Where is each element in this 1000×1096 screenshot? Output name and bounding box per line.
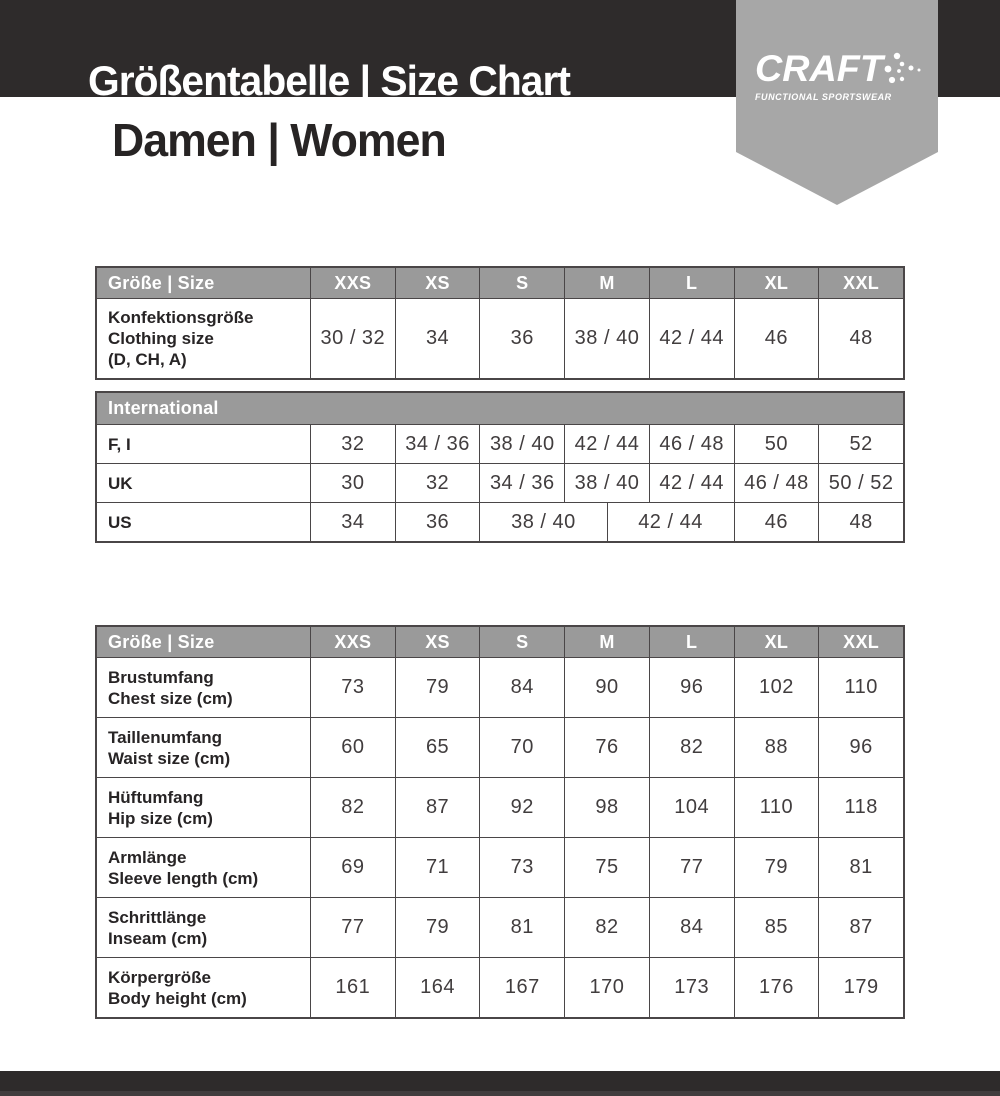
page-subtitle: Damen | Women (112, 114, 446, 166)
label-line-en: Inseam (cm) (108, 928, 208, 948)
value-cell: 84 (479, 658, 564, 717)
size-header-cell: XXL (818, 268, 903, 298)
row-label (97, 907, 310, 949)
value-cell: 70 (479, 718, 564, 777)
value-cell: 82 (310, 778, 395, 837)
value-cell: 46 (734, 503, 819, 541)
value-cell: 34 / 36 (395, 425, 480, 463)
value-cell: 85 (734, 898, 819, 957)
size-header-cell: M (564, 268, 649, 298)
row-label (97, 847, 310, 889)
label-line-de: Körpergröße (108, 967, 211, 987)
measurement-table (95, 625, 905, 1019)
value-cell: 38 / 40 (564, 299, 649, 378)
value-cell: 102 (734, 658, 819, 717)
value-cell: 84 (649, 898, 734, 957)
size-header-cell: M (564, 627, 649, 657)
value-cell: 173 (649, 958, 734, 1017)
value-cell: 82 (564, 898, 649, 957)
value-cell: 77 (310, 898, 395, 957)
value-cell: 82 (649, 718, 734, 777)
value-cell: 46 / 48 (649, 425, 734, 463)
value-cell: 32 (310, 425, 395, 463)
size-header-cell: XXS (310, 627, 395, 657)
value-cell: 42 / 44 (564, 425, 649, 463)
label-line-en: Chest size (cm) (108, 688, 233, 708)
value-cell: 79 (395, 898, 480, 957)
measurement-row-sleeve (97, 837, 903, 897)
value-cell: 52 (818, 425, 903, 463)
value-cell: 36 (395, 503, 480, 541)
value-cell-merged: 42 / 44 (607, 503, 734, 541)
value-cell: 88 (734, 718, 819, 777)
measurement-row-height (97, 957, 903, 1017)
value-cell: 42 / 44 (649, 299, 734, 378)
label-line-en: Clothing size (108, 329, 214, 348)
row-label: F, I (108, 434, 131, 454)
value-cell: 38 / 40 (564, 464, 649, 502)
value-cell: 104 (649, 778, 734, 837)
brand-tagline: FUNCTIONAL SPORTSWEAR (755, 92, 892, 102)
value-cell: 96 (649, 658, 734, 717)
label-line-de: Hüftumfang (108, 787, 204, 807)
value-cell: 60 (310, 718, 395, 777)
label-line-en: Sleeve length (cm) (108, 868, 259, 888)
craft-dots-icon (884, 49, 924, 87)
brand-pennant (736, 0, 938, 206)
value-cell: 118 (818, 778, 903, 837)
value-cell: 38 / 40 (479, 425, 564, 463)
page-title: Größentabelle | Size Chart (88, 57, 570, 104)
value-cell: 98 (564, 778, 649, 837)
row-fi (97, 424, 903, 463)
size-header-cell: XL (734, 268, 819, 298)
size-header-cell: XXS (310, 268, 395, 298)
value-cell: 46 (734, 299, 819, 378)
value-cell: 161 (310, 958, 395, 1017)
value-cell: 69 (310, 838, 395, 897)
value-cell: 87 (818, 898, 903, 957)
value-cell: 76 (564, 718, 649, 777)
row-label (97, 787, 310, 829)
row-us (97, 502, 903, 541)
value-cell: 46 / 48 (734, 464, 819, 502)
international-label: International (108, 398, 219, 418)
measurement-row-inseam (97, 897, 903, 957)
international-section-bar (97, 393, 903, 424)
value-cell: 176 (734, 958, 819, 1017)
value-cell: 73 (310, 658, 395, 717)
craft-logo (755, 50, 892, 102)
row-label (97, 967, 310, 1009)
value-cell: 179 (818, 958, 903, 1017)
size-header-cell: S (479, 627, 564, 657)
value-cell-merged: 38 / 40 (479, 503, 606, 541)
value-cell: 34 (310, 503, 395, 541)
value-cell: 50 / 52 (818, 464, 903, 502)
size-header-row (97, 627, 903, 657)
value-cell: 96 (818, 718, 903, 777)
size-header-corner: Größe | Size (108, 631, 215, 652)
craft-wordmark: CRAFT (755, 48, 883, 89)
value-cell: 164 (395, 958, 480, 1017)
value-cell: 48 (818, 503, 903, 541)
value-cell: 65 (395, 718, 480, 777)
value-cell: 77 (649, 838, 734, 897)
clothing-size-row (97, 298, 903, 378)
label-line-de: Armlänge (108, 847, 187, 867)
value-cell: 79 (395, 658, 480, 717)
value-cell: 110 (818, 658, 903, 717)
label-line-en: Waist size (cm) (108, 748, 231, 768)
label-line-note: (D, CH, A) (108, 350, 187, 369)
label-line-de: Schrittlänge (108, 907, 207, 927)
value-cell: 30 / 32 (310, 299, 395, 378)
value-cell: 90 (564, 658, 649, 717)
size-header-cell: XS (395, 268, 480, 298)
label-line-de: Konfektionsgröße (108, 308, 254, 327)
value-cell: 34 (395, 299, 480, 378)
row-label: UK (108, 473, 133, 493)
footer-bar (0, 1071, 1000, 1096)
size-header-cell: L (649, 627, 734, 657)
value-cell: 36 (479, 299, 564, 378)
value-cell: 32 (395, 464, 480, 502)
row-label (97, 667, 310, 709)
value-cell: 81 (479, 898, 564, 957)
size-header-cell: L (649, 268, 734, 298)
measurement-row-waist (97, 717, 903, 777)
row-label: US (108, 512, 132, 532)
size-header-corner: Größe | Size (108, 272, 215, 293)
value-cell: 73 (479, 838, 564, 897)
value-cell: 81 (818, 838, 903, 897)
row-uk (97, 463, 903, 502)
value-cell: 48 (818, 299, 903, 378)
label-line-en: Body height (cm) (108, 988, 247, 1008)
value-cell: 167 (479, 958, 564, 1017)
international-table (95, 391, 905, 543)
value-cell: 87 (395, 778, 480, 837)
pennant-shape (736, 0, 938, 206)
value-cell: 170 (564, 958, 649, 1017)
label-line-de: Brustumfang (108, 667, 214, 687)
value-cell: 42 / 44 (649, 464, 734, 502)
label-line-en: Hip size (cm) (108, 808, 213, 828)
row-label (97, 727, 310, 769)
clothing-size-table (95, 266, 905, 380)
measurement-row-hip (97, 777, 903, 837)
size-header-cell: XXL (818, 627, 903, 657)
value-cell: 79 (734, 838, 819, 897)
value-cell: 30 (310, 464, 395, 502)
size-header-row (97, 268, 903, 298)
value-cell: 50 (734, 425, 819, 463)
measurement-row-chest (97, 657, 903, 717)
label-line-de: Taillenumfang (108, 727, 222, 747)
value-cell: 92 (479, 778, 564, 837)
size-header-cell: XS (395, 627, 480, 657)
size-header-cell: XL (734, 627, 819, 657)
size-header-cell: S (479, 268, 564, 298)
row-label (97, 307, 310, 370)
value-cell: 110 (734, 778, 819, 837)
value-cell: 71 (395, 838, 480, 897)
value-cell: 75 (564, 838, 649, 897)
value-cell: 34 / 36 (479, 464, 564, 502)
